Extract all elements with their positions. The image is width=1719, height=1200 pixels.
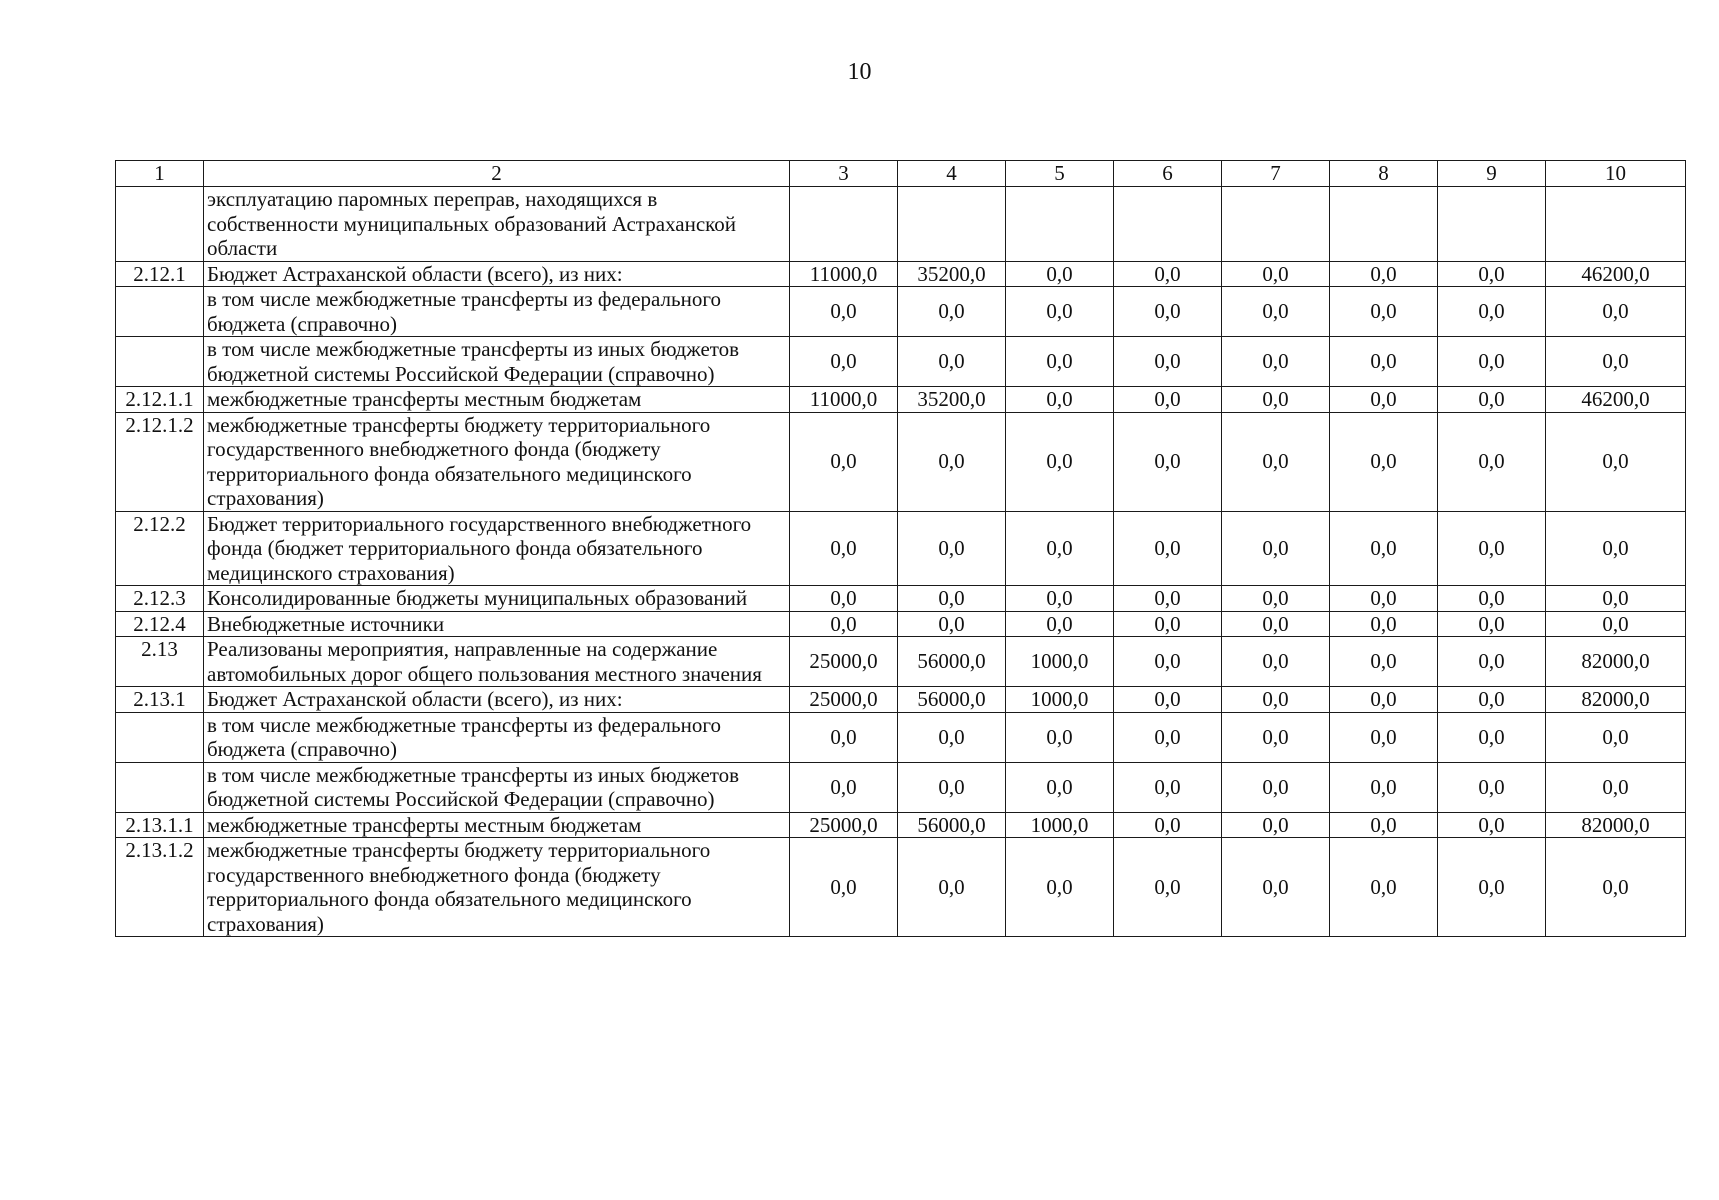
row-value-cell bbox=[790, 187, 898, 262]
row-value-cell: 0,0 bbox=[1546, 511, 1686, 586]
row-value-cell: 0,0 bbox=[898, 287, 1006, 337]
header-cell: 1 bbox=[116, 161, 204, 187]
row-value-cell: 35200,0 bbox=[898, 261, 1006, 287]
row-code-cell: 2.12.2 bbox=[116, 511, 204, 586]
row-value-cell: 0,0 bbox=[1330, 337, 1438, 387]
row-code-cell bbox=[116, 762, 204, 812]
row-value-cell: 0,0 bbox=[790, 412, 898, 511]
row-value-cell: 0,0 bbox=[1006, 586, 1114, 612]
row-description-cell: в том числе межбюджетные трансферты из иных бюджетов бюджетной системы Российской Федерации (справочно) bbox=[204, 762, 790, 812]
row-value-cell: 0,0 bbox=[1438, 586, 1546, 612]
row-value-cell: 0,0 bbox=[1222, 611, 1330, 637]
row-value-cell: 0,0 bbox=[1222, 637, 1330, 687]
row-value-cell: 1000,0 bbox=[1006, 687, 1114, 713]
row-value-cell: 0,0 bbox=[1438, 611, 1546, 637]
row-value-cell: 0,0 bbox=[1438, 838, 1546, 937]
row-value-cell: 1000,0 bbox=[1006, 812, 1114, 838]
row-description-cell: межбюджетные трансферты бюджету территориального государственного внебюджетного фонда (бюджету территориального фонда обязательного медицинского страхования) bbox=[204, 412, 790, 511]
row-code-cell: 2.12.1.1 bbox=[116, 387, 204, 413]
row-value-cell: 0,0 bbox=[1546, 762, 1686, 812]
row-value-cell: 0,0 bbox=[1222, 511, 1330, 586]
row-value-cell: 0,0 bbox=[1114, 838, 1222, 937]
row-value-cell: 0,0 bbox=[1222, 687, 1330, 713]
table-row bbox=[116, 337, 1686, 387]
row-description-cell: Реализованы мероприятия, направленные на содержание автомобильных дорог общего пользования местного значения bbox=[204, 637, 790, 687]
row-description-cell: эксплуатацию паромных переправ, находящихся в собственности муниципальных образований Астраханской области bbox=[204, 187, 790, 262]
row-value-cell: 0,0 bbox=[1438, 712, 1546, 762]
header-cell: 5 bbox=[1006, 161, 1114, 187]
header-cell: 3 bbox=[790, 161, 898, 187]
row-value-cell: 0,0 bbox=[1330, 261, 1438, 287]
row-value-cell: 0,0 bbox=[1114, 687, 1222, 713]
row-value-cell: 0,0 bbox=[1330, 611, 1438, 637]
row-code-cell: 2.13.1.2 bbox=[116, 838, 204, 937]
row-description-cell: Бюджет Астраханской области (всего), из них: bbox=[204, 261, 790, 287]
row-value-cell: 0,0 bbox=[898, 611, 1006, 637]
row-value-cell: 0,0 bbox=[1222, 412, 1330, 511]
table-row bbox=[116, 261, 1686, 287]
row-value-cell: 56000,0 bbox=[898, 637, 1006, 687]
row-value-cell: 0,0 bbox=[898, 511, 1006, 586]
row-value-cell: 0,0 bbox=[1438, 762, 1546, 812]
row-value-cell bbox=[1438, 187, 1546, 262]
row-value-cell: 0,0 bbox=[790, 586, 898, 612]
row-value-cell: 0,0 bbox=[1330, 712, 1438, 762]
row-code-cell bbox=[116, 287, 204, 337]
row-value-cell: 0,0 bbox=[1546, 412, 1686, 511]
row-value-cell: 0,0 bbox=[898, 712, 1006, 762]
table-row bbox=[116, 387, 1686, 413]
row-value-cell: 0,0 bbox=[790, 337, 898, 387]
row-value-cell: 0,0 bbox=[1222, 762, 1330, 812]
row-description-cell: в том числе межбюджетные трансферты из федерального бюджета (справочно) bbox=[204, 712, 790, 762]
row-value-cell: 82000,0 bbox=[1546, 687, 1686, 713]
row-value-cell: 0,0 bbox=[1546, 337, 1686, 387]
row-description-cell: межбюджетные трансферты бюджету территориального государственного внебюджетного фонда (бюджету территориального фонда обязательного медицинского страхования) bbox=[204, 838, 790, 937]
header-cell: 10 bbox=[1546, 161, 1686, 187]
row-description-cell: межбюджетные трансферты местным бюджетам bbox=[204, 387, 790, 413]
row-value-cell: 82000,0 bbox=[1546, 812, 1686, 838]
row-value-cell: 0,0 bbox=[1114, 637, 1222, 687]
row-value-cell: 0,0 bbox=[1222, 337, 1330, 387]
row-value-cell: 46200,0 bbox=[1546, 387, 1686, 413]
row-code-cell bbox=[116, 712, 204, 762]
table-row bbox=[116, 287, 1686, 337]
row-value-cell: 0,0 bbox=[1438, 261, 1546, 287]
page-number: 10 bbox=[847, 59, 872, 85]
row-value-cell: 0,0 bbox=[898, 838, 1006, 937]
row-value-cell: 0,0 bbox=[1330, 287, 1438, 337]
row-value-cell: 82000,0 bbox=[1546, 637, 1686, 687]
row-description-cell: Внебюджетные источники bbox=[204, 611, 790, 637]
row-value-cell: 0,0 bbox=[1222, 387, 1330, 413]
row-value-cell: 0,0 bbox=[1114, 511, 1222, 586]
row-value-cell: 0,0 bbox=[1330, 387, 1438, 413]
row-code-cell: 2.12.3 bbox=[116, 586, 204, 612]
row-value-cell: 0,0 bbox=[1438, 287, 1546, 337]
row-value-cell: 0,0 bbox=[1438, 687, 1546, 713]
row-value-cell: 0,0 bbox=[1006, 261, 1114, 287]
header-cell: 4 bbox=[898, 161, 1006, 187]
row-value-cell: 0,0 bbox=[1006, 611, 1114, 637]
row-value-cell: 0,0 bbox=[898, 762, 1006, 812]
table-row bbox=[116, 838, 1686, 937]
row-value-cell: 0,0 bbox=[1114, 611, 1222, 637]
row-description-cell: Бюджет Астраханской области (всего), из них: bbox=[204, 687, 790, 713]
row-value-cell: 0,0 bbox=[1114, 412, 1222, 511]
table-row bbox=[116, 637, 1686, 687]
row-value-cell: 56000,0 bbox=[898, 687, 1006, 713]
row-value-cell: 0,0 bbox=[1330, 687, 1438, 713]
row-code-cell: 2.13.1.1 bbox=[116, 812, 204, 838]
table-row bbox=[116, 511, 1686, 586]
row-value-cell: 0,0 bbox=[790, 838, 898, 937]
header-cell: 2 bbox=[204, 161, 790, 187]
header-cell: 7 bbox=[1222, 161, 1330, 187]
row-value-cell: 25000,0 bbox=[790, 687, 898, 713]
row-description-cell: в том числе межбюджетные трансферты из иных бюджетов бюджетной системы Российской Федерации (справочно) bbox=[204, 337, 790, 387]
row-value-cell: 0,0 bbox=[1222, 712, 1330, 762]
row-value-cell: 46200,0 bbox=[1546, 261, 1686, 287]
row-value-cell: 0,0 bbox=[1114, 712, 1222, 762]
row-description-cell: межбюджетные трансферты местным бюджетам bbox=[204, 812, 790, 838]
row-value-cell: 1000,0 bbox=[1006, 637, 1114, 687]
row-value-cell: 0,0 bbox=[1006, 287, 1114, 337]
row-value-cell: 0,0 bbox=[1006, 337, 1114, 387]
budget-table bbox=[115, 160, 1686, 937]
row-value-cell: 0,0 bbox=[1114, 261, 1222, 287]
row-description-cell: Бюджет территориального государственного внебюджетного фонда (бюджет территориального фонда обязательного медицинского страхования) bbox=[204, 511, 790, 586]
row-value-cell: 0,0 bbox=[1546, 611, 1686, 637]
row-value-cell: 0,0 bbox=[1114, 337, 1222, 387]
row-value-cell: 0,0 bbox=[1006, 712, 1114, 762]
row-value-cell: 0,0 bbox=[1222, 838, 1330, 937]
row-value-cell: 56000,0 bbox=[898, 812, 1006, 838]
row-value-cell: 0,0 bbox=[1006, 387, 1114, 413]
table-row bbox=[116, 762, 1686, 812]
row-code-cell bbox=[116, 337, 204, 387]
row-value-cell: 0,0 bbox=[1330, 762, 1438, 812]
row-value-cell: 0,0 bbox=[1330, 586, 1438, 612]
row-value-cell: 0,0 bbox=[1330, 637, 1438, 687]
row-value-cell: 0,0 bbox=[790, 712, 898, 762]
row-value-cell: 0,0 bbox=[1330, 511, 1438, 586]
row-value-cell: 0,0 bbox=[790, 611, 898, 637]
row-value-cell: 25000,0 bbox=[790, 637, 898, 687]
row-code-cell: 2.13 bbox=[116, 637, 204, 687]
row-value-cell: 0,0 bbox=[898, 337, 1006, 387]
row-value-cell: 0,0 bbox=[790, 511, 898, 586]
row-code-cell: 2.12.4 bbox=[116, 611, 204, 637]
table-row bbox=[116, 412, 1686, 511]
row-value-cell: 0,0 bbox=[1330, 838, 1438, 937]
table-row bbox=[116, 611, 1686, 637]
row-value-cell: 0,0 bbox=[1222, 586, 1330, 612]
row-value-cell: 0,0 bbox=[1330, 812, 1438, 838]
row-code-cell bbox=[116, 187, 204, 262]
row-value-cell: 0,0 bbox=[1438, 387, 1546, 413]
row-value-cell: 0,0 bbox=[1546, 287, 1686, 337]
row-value-cell: 0,0 bbox=[1114, 287, 1222, 337]
row-value-cell bbox=[1114, 187, 1222, 262]
row-value-cell: 0,0 bbox=[898, 586, 1006, 612]
row-value-cell: 0,0 bbox=[1006, 412, 1114, 511]
row-value-cell: 0,0 bbox=[1438, 637, 1546, 687]
row-value-cell: 0,0 bbox=[1330, 412, 1438, 511]
row-value-cell bbox=[898, 187, 1006, 262]
row-value-cell: 0,0 bbox=[1114, 812, 1222, 838]
row-description-cell: в том числе межбюджетные трансферты из федерального бюджета (справочно) bbox=[204, 287, 790, 337]
row-value-cell: 0,0 bbox=[790, 762, 898, 812]
row-value-cell bbox=[1546, 187, 1686, 262]
row-code-cell: 2.13.1 bbox=[116, 687, 204, 713]
row-code-cell: 2.12.1 bbox=[116, 261, 204, 287]
table-row bbox=[116, 586, 1686, 612]
row-value-cell: 11000,0 bbox=[790, 387, 898, 413]
table-row bbox=[116, 712, 1686, 762]
row-value-cell: 0,0 bbox=[1114, 387, 1222, 413]
row-value-cell bbox=[1006, 187, 1114, 262]
row-value-cell: 0,0 bbox=[790, 287, 898, 337]
row-value-cell: 11000,0 bbox=[790, 261, 898, 287]
row-value-cell: 0,0 bbox=[1222, 812, 1330, 838]
table-row bbox=[116, 187, 1686, 262]
row-value-cell: 25000,0 bbox=[790, 812, 898, 838]
row-value-cell: 0,0 bbox=[1222, 261, 1330, 287]
row-value-cell: 0,0 bbox=[1006, 511, 1114, 586]
row-value-cell: 0,0 bbox=[1006, 838, 1114, 937]
row-value-cell: 0,0 bbox=[1006, 762, 1114, 812]
table-header-row bbox=[116, 161, 1686, 187]
row-value-cell: 35200,0 bbox=[898, 387, 1006, 413]
header-cell: 6 bbox=[1114, 161, 1222, 187]
header-cell: 9 bbox=[1438, 161, 1546, 187]
row-value-cell bbox=[1330, 187, 1438, 262]
row-value-cell: 0,0 bbox=[1438, 337, 1546, 387]
row-value-cell: 0,0 bbox=[1546, 712, 1686, 762]
row-value-cell: 0,0 bbox=[1546, 838, 1686, 937]
row-value-cell bbox=[1222, 187, 1330, 262]
row-value-cell: 0,0 bbox=[1438, 412, 1546, 511]
row-value-cell: 0,0 bbox=[1114, 586, 1222, 612]
row-value-cell: 0,0 bbox=[1438, 511, 1546, 586]
row-value-cell: 0,0 bbox=[1114, 762, 1222, 812]
table-row bbox=[116, 812, 1686, 838]
row-value-cell: 0,0 bbox=[1546, 586, 1686, 612]
row-value-cell: 0,0 bbox=[1438, 812, 1546, 838]
row-value-cell: 0,0 bbox=[898, 412, 1006, 511]
table-row bbox=[116, 687, 1686, 713]
row-code-cell: 2.12.1.2 bbox=[116, 412, 204, 511]
row-value-cell: 0,0 bbox=[1222, 287, 1330, 337]
row-description-cell: Консолидированные бюджеты муниципальных образований bbox=[204, 586, 790, 612]
header-cell: 8 bbox=[1330, 161, 1438, 187]
